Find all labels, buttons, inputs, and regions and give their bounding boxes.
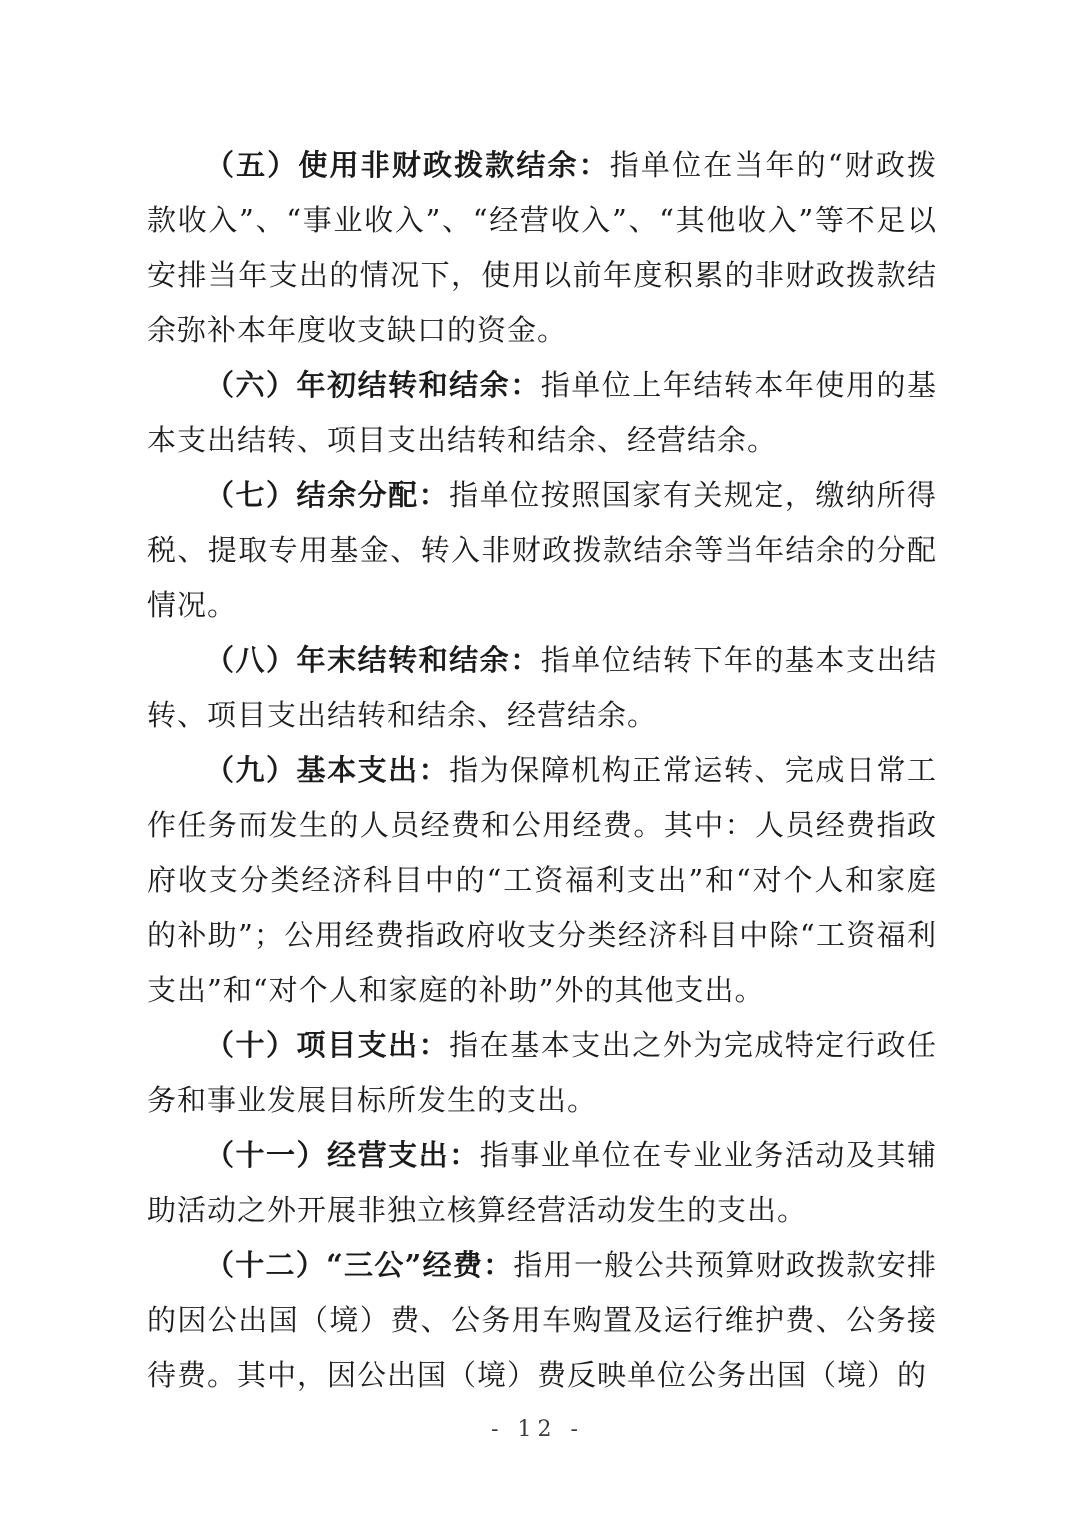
paragraph-item-10 <box>147 1018 937 1128</box>
paragraph-text: 指单位结转下年的基本支出结转、项目支出结转和结余、经营结余。 <box>147 643 937 732</box>
paragraph-lead: （十一）经营支出： <box>205 1138 480 1172</box>
paragraph-text: 指用一般公共预算财政拨款安排的因公出国（境）费、公务用车购置及运行维护费、公务接待费。其中，因公出国（境）费反映单位公务出国（境）的 <box>147 1248 937 1392</box>
paragraph-item-7 <box>147 468 937 633</box>
paragraph-text: 指单位按照国家有关规定，缴纳所得税、提取专用基金、转入非财政拨款结余等当年结余的分配情况。 <box>147 478 937 622</box>
paragraph-text: 指事业单位在专业业务活动及其辅助活动之外开展非独立核算经营活动发生的支出。 <box>147 1138 937 1227</box>
paragraph-item-8 <box>147 633 937 743</box>
paragraph-item-11 <box>147 1128 937 1238</box>
paragraph-item-12 <box>147 1238 937 1403</box>
paragraph-lead: （九）基本支出： <box>205 753 450 787</box>
paragraph-lead: （八）年末结转和结余： <box>205 643 541 677</box>
page-number: - 12 - <box>491 1417 584 1442</box>
paragraph-lead: （十二）“三公”经费： <box>205 1248 514 1282</box>
paragraph-text: 指为保障机构正常运转、完成日常工作任务而发生的人员经费和公用经费。其中：人员经费指政府收支分类经济科目中的“工资福利支出”和“对个人和家庭的补助”；公用经费指政府收支分类经济科目中除“工资福利支出”和“对个人和家庭的补助”外的其他支出。 <box>147 753 937 1007</box>
paragraph-lead: （六）年初结转和结余： <box>205 368 541 402</box>
document-body <box>147 138 937 1403</box>
paragraph-item-9 <box>147 743 937 1018</box>
paragraph-text: 指单位在当年的“财政拨款收入”、“事业收入”、“经营收入”、“其他收入”等不足以安排当年支出的情况下，使用以前年度积累的非财政拨款结余弥补本年度收支缺口的资金。 <box>147 148 937 347</box>
paragraph-lead: （五）使用非财政拨款结余： <box>205 148 610 182</box>
paragraph-text: 指单位上年结转本年使用的基本支出结转、项目支出结转和结余、经营结余。 <box>147 368 937 457</box>
paragraph-lead: （七）结余分配： <box>205 478 450 512</box>
paragraph-text: 指在基本支出之外为完成特定行政任务和事业发展目标所发生的支出。 <box>147 1028 937 1117</box>
paragraph-item-6 <box>147 358 937 468</box>
paragraph-lead: （十）项目支出： <box>205 1028 450 1062</box>
paragraph-item-5 <box>147 138 937 358</box>
